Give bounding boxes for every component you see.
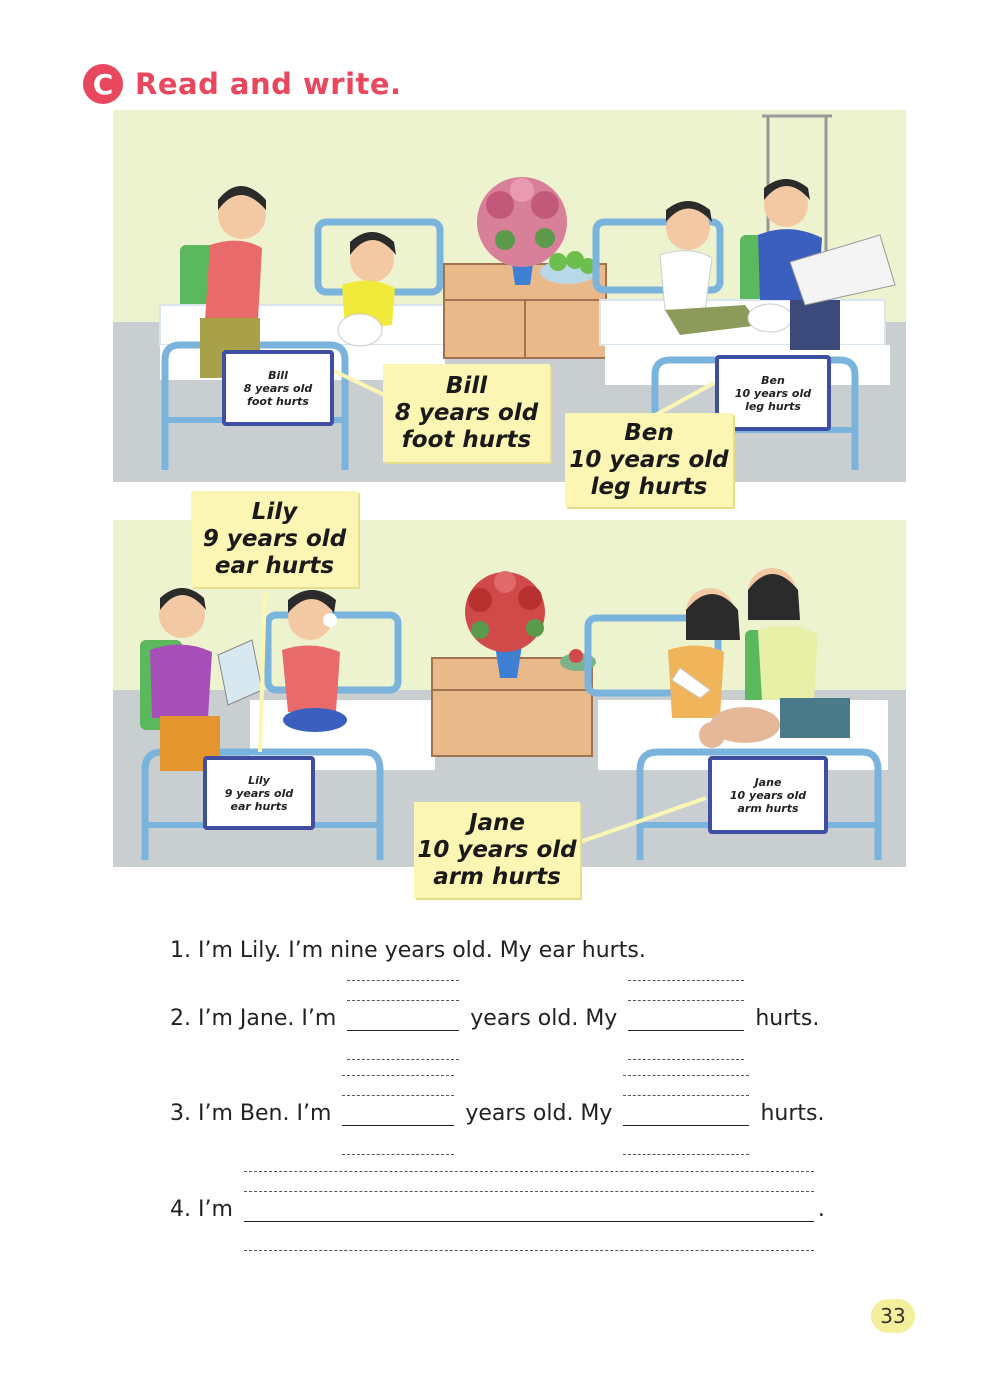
exercise-4-number: 4.: [170, 1197, 191, 1222]
bed-sign-jane-ailment: arm hurts: [737, 801, 799, 815]
callout-bill-name: Bill: [445, 372, 488, 399]
exercise-2-middle: years old. My: [470, 1006, 618, 1031]
bed-sign-ben-age: 10 years old: [734, 386, 812, 400]
exercise-2-prefix: I’m Jane. I’m: [198, 1006, 337, 1031]
bed-sign-jane-age: 10 years old: [729, 788, 807, 802]
callout-lily-age: 9 years old: [202, 525, 347, 552]
callout-bill-ailment: foot hurts: [401, 426, 532, 453]
exercise-2-age-blank[interactable]: [347, 1006, 459, 1031]
exercise-3-prefix: I’m Ben. I’m: [198, 1101, 332, 1126]
exercise-2-suffix: hurts.: [755, 1006, 820, 1031]
exercise-3-number: 3.: [170, 1101, 191, 1126]
exercise-3-suffix: hurts.: [760, 1101, 825, 1126]
section-title: Read and write.: [135, 67, 402, 101]
callout-lily-ailment: ear hurts: [214, 552, 335, 579]
bed-sign-lily-ailment: ear hurts: [230, 799, 288, 813]
callout-bill-age: 8 years old: [394, 399, 539, 426]
exercise-3-age-blank[interactable]: [342, 1101, 454, 1126]
callout-ben-ailment: leg hurts: [590, 473, 708, 500]
bed-sign-ben-name: Ben: [761, 373, 785, 387]
callout-jane-age: 10 years old: [417, 836, 577, 863]
callout-bill: [383, 364, 550, 462]
section-letter-badge: C: [83, 64, 123, 104]
exercise-2-number: 2.: [170, 1006, 191, 1031]
exercise-4: [170, 1197, 825, 1222]
callout-jane-ailment: arm hurts: [433, 863, 561, 890]
bed-sign-bill-name: Bill: [268, 368, 288, 382]
callout-lily-name: Lily: [251, 498, 298, 525]
bed-sign-bill-ailment: foot hurts: [247, 394, 309, 408]
bed-sign-jane: [708, 756, 828, 834]
exercise-3-middle: years old. My: [465, 1101, 613, 1126]
callout-ben-name: Ben: [624, 419, 674, 446]
callout-jane-name: Jane: [468, 809, 526, 836]
page-number: 33: [871, 1299, 915, 1333]
exercise-1-text: I’m Lily. I’m nine years old. My ear hurts.: [198, 938, 646, 963]
exercise-1-number: 1.: [170, 938, 191, 963]
exercise-4-suffix: .: [817, 1197, 825, 1222]
callout-ben-age: 10 years old: [569, 446, 729, 473]
bed-sign-lily: [203, 756, 315, 830]
bed-sign-bill-age: 8 years old: [243, 381, 313, 395]
callout-jane: [414, 802, 580, 898]
exercise-4-prefix: I’m: [198, 1197, 233, 1222]
exercise-2: [170, 1006, 819, 1031]
bed-sign-lily-age: 9 years old: [224, 786, 294, 800]
callout-ben: [565, 413, 733, 507]
bed-sign-bill: [222, 350, 334, 426]
exercise-3: [170, 1101, 824, 1126]
bed-sign-lily-name: Lily: [248, 773, 270, 787]
bed-sign-ben-ailment: leg hurts: [745, 399, 801, 413]
exercise-1: [170, 938, 646, 963]
exercise-3-body-part-blank[interactable]: [623, 1101, 749, 1126]
exercise-4-sentence-blank[interactable]: [244, 1197, 814, 1222]
bed-sign-jane-name: Jane: [754, 775, 782, 789]
callout-lily: [191, 491, 358, 587]
exercise-2-body-part-blank[interactable]: [628, 1006, 744, 1031]
